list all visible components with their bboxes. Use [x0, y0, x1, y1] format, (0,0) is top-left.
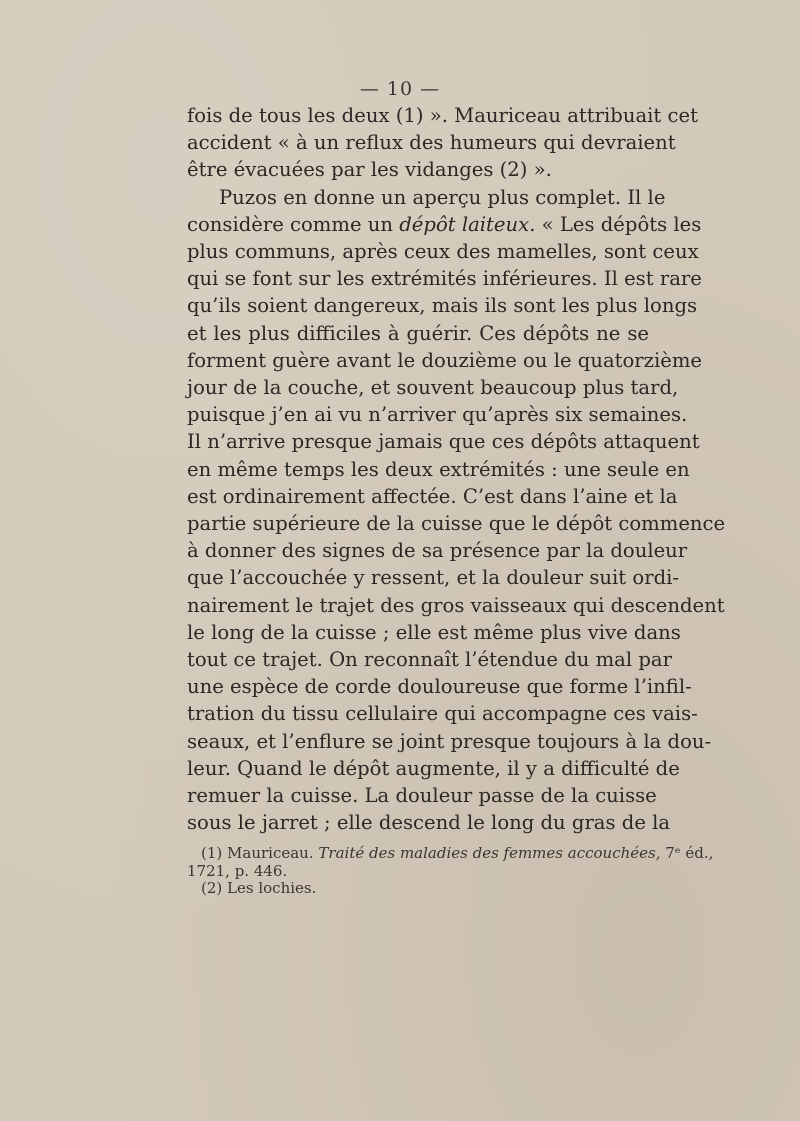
- text-line: considère comme un dépôt laiteux. « Les dépôts les: [187, 212, 702, 236]
- emphasis: dépôt laiteux: [399, 212, 530, 236]
- text-line: une espèce de corde douloureuse que forme l’infil-: [187, 675, 692, 699]
- text-line: partie supérieure de la cuisse que le dépôt commence: [187, 512, 726, 536]
- footnote-2: [187, 880, 657, 898]
- text-line: le long de la cuisse ; elle est même plus vive dans: [187, 620, 681, 644]
- text-line: fois de tous les deux (1) ». Mauriceau attribuait cet: [187, 104, 698, 127]
- text-line-content: Puzos en donne un aperçu plus complet. Il le: [219, 185, 666, 209]
- text-line: qu’ils soient dangereux, mais ils sont les plus longs: [187, 294, 698, 318]
- text-line: plus communs, après ceux des mamelles, sont ceux: [187, 240, 699, 264]
- footnote-1: [187, 844, 714, 863]
- text-line: [187, 184, 666, 211]
- text-line: puisque j’en ai vu n’arriver qu’après six semaines.: [187, 403, 688, 427]
- footnote-1-continuation: 1721, p. 446.: [187, 861, 288, 880]
- text-line: seaux, et l’enflure se joint presque toujours à la dou-: [187, 729, 712, 753]
- footnote-edition: 7ᵉ éd.,: [665, 844, 714, 862]
- text-line: est ordinairement affectée. C’est dans l’aine et la: [187, 484, 678, 508]
- text-line: Il n’arrive presque jamais que ces dépôts attaquent: [187, 430, 700, 454]
- text-line: être évacuées par les vidanges (2) ».: [187, 158, 552, 182]
- footnote-title: Traité des maladies des femmes accouchées,: [318, 844, 661, 862]
- text-line: tout ce trajet. On reconnaît l’étendue du mal par: [187, 648, 672, 672]
- text-line: accident « à un reflux des humeurs qui devraient: [187, 131, 676, 155]
- text-line: leur. Quand le dépôt augmente, il y a difficulté de: [187, 756, 680, 780]
- text-line: jour de la couche, et souvent beaucoup plus tard,: [187, 376, 679, 400]
- text-line: à donner des signes de sa présence par la douleur: [187, 539, 688, 563]
- text-line: qui se font sur les extrémités inférieures. Il est rare: [187, 267, 702, 291]
- text-line: en même temps les deux extrémités : une seule en: [187, 457, 690, 481]
- footnote-text: Les lochies.: [227, 879, 317, 897]
- footnote-author: Mauriceau.: [227, 844, 314, 862]
- text-line: remuer la cuisse. La douleur passe de la cuisse: [187, 784, 657, 808]
- footnote-marker: (1): [201, 844, 223, 862]
- text-line: forment guère avant le douzième ou le quatorzième: [187, 348, 703, 372]
- footnote-marker: (2): [201, 879, 223, 897]
- page-number: — 10 —: [359, 78, 441, 100]
- text-line: tration du tissu cellulaire qui accompagne ces vais-: [187, 702, 698, 726]
- text-line: sous le jarret ; elle descend le long du gras de la: [187, 811, 671, 835]
- body-text: [187, 102, 726, 836]
- text-line: nairement le trajet des gros vaisseaux qui descendent: [187, 593, 725, 617]
- text-line: et les plus difficiles à guérir. Ces dépôts ne se: [187, 321, 649, 345]
- text-line: que l’accouchée y ressent, et la douleur suit ordi-: [187, 566, 679, 590]
- footnotes: [187, 844, 714, 898]
